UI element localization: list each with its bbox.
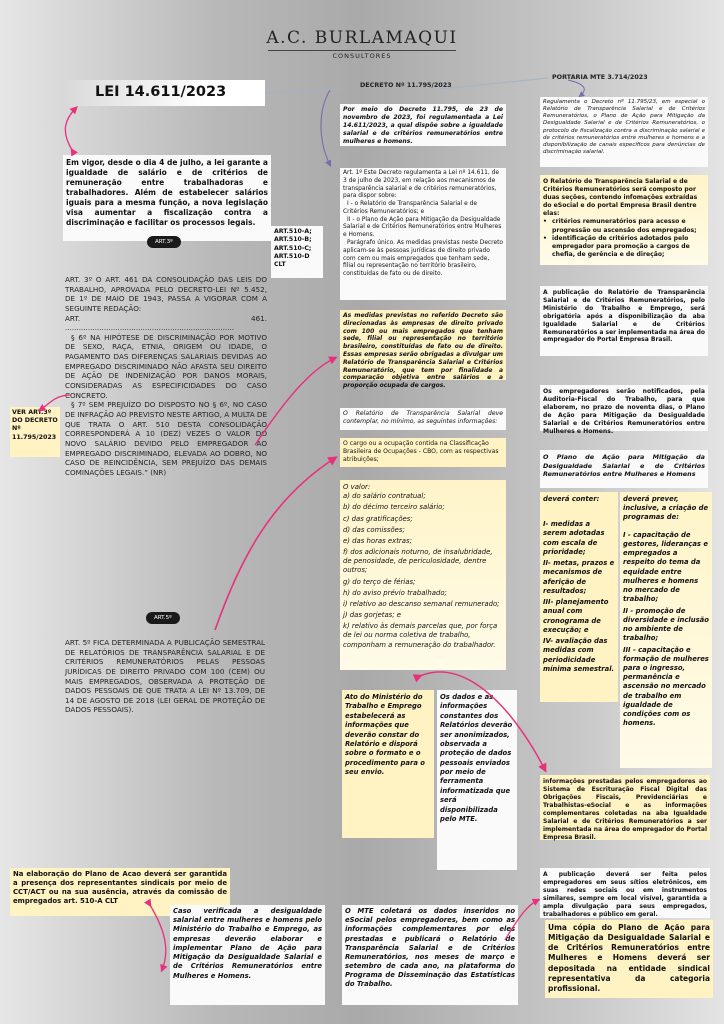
art3-text: ART. 3º O ART. 461 DA CONSOLIDAÇÃO DAS LEIS DO TRABALHO, APROVADA PELO DECRETO-LEI Nº 5.452, DE 1º DE MAIO DE 1943, PASSA A VIGORAR COM A SEGUINTE REDAÇÃO: ART. 461. .......................................................................... § 6º NA HIPÓTESE DE DISCRIMINAÇÃO POR MOTIVO DE SEXO, RAÇA, ETNIA, ORIGEM OU IDADE, O PAGAMENTO DAS DIFERENÇAS SALARIAIS DEVIDAS AO EMPREGADO DISCRIMINADO NÃO AFASTA SEU DIREITO DE AÇÃO DE INDENIZAÇÃO POR DANOS MORAIS, CONSIDERADAS AS ESPECIFICIDADES DO CASO CONCRETO. § 7º SEM PREJUÍZO DO DISPOSTO NO § 6º, NO CASO DE INFRAÇÃO AO PREVISTO NESTE ARTIGO, A MULTA DE QUE TRATA O ART. 510 DESTA CONSOLIDAÇÃO CORRESPONDERÁ A 10 (DEZ) VEZES O VALOR DO NOVO SALÁRIO DEVIDO PELO EMPREGADOR AO EMPREGADO DISCRIMINADO, ELEVADA AO DOBRO, NO CASO DE REINCIDÊNCIA, SEM PREJUÍZO DAS DEMAIS COMINAÇÕES LEGAIS.” (NR) — [65, 275, 267, 477]
dados-anonimizados: Os dados e as informações constantes dos Relatórios deverão ser anonimizados, observada a proteção de dados pessoais enviados por meio de ferramenta informatizada que será disponibilizada pelo MTE. — [437, 690, 517, 870]
valor-item: k) relativo às demais parcelas que, por força de lei ou norma coletiva de trabalho, componham a remuneração do trabalhador. — [343, 622, 498, 649]
brand-sub: CONSULTORES — [332, 52, 392, 60]
conter-item: I- medidas a serem adotadas com escala de prioridade; — [543, 520, 605, 556]
arrow-decreto-portaria — [440, 78, 548, 89]
valor-item: d) das comissões; — [343, 525, 405, 534]
decreto-header: DECRETO Nº 11.795/2023 — [360, 81, 452, 89]
valor-list — [343, 492, 503, 650]
ver-art3-note: VER ART.3º DO DECRETO Nº 11.795/2023 — [10, 407, 60, 457]
clt-references: ART.510-A; ART.510-B; ART.510-C; ART.510-D CLT — [271, 226, 323, 278]
valor-item: a) do salário contratual; — [343, 492, 426, 501]
arrow-art3-medidas — [255, 358, 335, 445]
decreto-intro: Por meio do Decreto 11.795, de 23 de novembro de 2023, foi regulamentada a Lei 14.611/2023, a qual dispõe sobre a igualdade salarial e de critérios remuneratórios entre mulheres e homens. — [340, 104, 506, 146]
composto-item: • critérios remuneratórios para acesso e progressão ou ascensão dos empregados; — [543, 218, 705, 234]
copia-plano: Uma cópia do Plano de Ação para Mitigação da Desigualdade Salarial e de Critérios Remuneratórios entre Mulheres e Homens deverá ser depositada na entidade sindical representativa da categoria profissional. — [545, 920, 713, 998]
composto-list — [543, 218, 705, 258]
empregadores-notificados: Os empregadores serão notificados, pela Auditoria-Fiscal do Trabalho, para que elaborem, no prazo de noventa dias, o Plano de Ação para Mitigação da Desigualdade Salarial e de Critérios Remuneratórios entre Mulheres e Homens. — [540, 385, 708, 431]
relatorio-contemplar: O Relatório de Transparência Salarial deve contemplar, no mínimo, as seguintes informações: — [340, 408, 506, 430]
conter-item: III- planejamento anual com cronograma de execução; e — [543, 598, 609, 634]
prever-list — [623, 531, 709, 729]
portaria-intro: Regulamenta o Decreto nº 11.795/23, em especial o Relatório de Transparência Salarial e de Critérios Remuneratórios, o Plano de Ação para Mitigação da Desigualdade Salarial e de Critérios Remuneratórios, o protocolo de fiscalização contra a discriminação salarial e de critérios remuneratórios entre mulheres e homens e a disponibilização de canais específicos para denúncias de discriminação salarial. — [540, 97, 708, 167]
valor-item: c) das gratificações; — [343, 514, 413, 523]
caso-verificada: Caso verificada a desigualdade salarial entre mulheres e homens pelo Ministério do Trabalho e Emprego, as empresas deverão elaborar e implementar Plano de Ação para Mitigação da Desigualdade Salarial e de Critérios Remuneratórios entre Mulheres e Homens. — [170, 905, 325, 1005]
lei-intro: Em vigor, desde o dia 4 de julho, a lei garante a igualdade de salário e de critérios de remuneração entre trabalhadoras e trabalhadores. Além de estabelecer salários iguais para a mesma função, a nova legislação visa aumentar a fiscalização contra a discriminação e facilitar os processos legais. — [63, 155, 271, 241]
medidas-note: As medidas previstas no referido Decreto são direcionadas às empresas de direito privado com 100 ou mais empregados que tenham sede, filial ou representação no território brasileiro, constituídas de fato ou de direito. Essas empresas serão obrigadas a divulgar um Relatório de Transparência Salarial e Critérios Remuneratório, que tem por finalidade a comparação objetiva entre salários e a proporção ocupada de cargos. — [340, 310, 506, 380]
cargo-box: O cargo ou a ocupação contida na Classificação Brasileira de Ocupações - CBO, com as respectivas atribuições; — [340, 438, 506, 467]
arrow-decreto-down — [321, 90, 330, 165]
art5-badge: ART.5º — [146, 612, 180, 624]
valor-item: g) do terço de férias; — [343, 577, 416, 586]
informacoes-prestadas: informações prestadas pelos empregadores ao Sistema de Escrituração Fiscal Digital das Obrigações Fiscais, Previdenciárias e Trabalhistas-eSocial e as informações complementares coletadas na aba Igualdade Salarial e de Critérios Remuneratórios a ser implementada na área do empregador do Portal Empresa Brasil. — [540, 775, 710, 840]
prever-item: III - capacitação e formação de mulheres para o ingresso, permanência e ascensão no mercado de trabalho em igualdade de condições com os homens. — [623, 645, 709, 728]
portaria-composto: O Relatório de Transparência Salarial e de Critérios Remuneratórios será composto por duas seções, contendo infomações extraídas do eSocial e do portal Empresa Brasil dentre elas: • critérios remuneratórios para acesso e progressão ou ascensão dos empregados; • identificação de critérios adotados pelo empregador para promoção a cargos de chefia, de gerência e de direção; — [540, 175, 708, 265]
conter-list — [543, 520, 615, 674]
prever-item: II - promoção de diversidade e inclusão no ambiente de trabalho; — [623, 606, 709, 643]
arrow-portaria-down — [568, 80, 584, 96]
brand-logo — [250, 28, 474, 60]
valor-item: e) das horas extras; — [343, 536, 412, 545]
arrow-title-intro — [65, 108, 76, 150]
conter-item: IV- avaliação das medidas com periodicidade mínima semestral. — [543, 637, 615, 673]
publicacao-relatorio: A publicação do Relatório de Transparência Salarial e de Critérios Remuneratórios, pelo Ministério do Trabalho e Emprego, será obrigatória após a disponibilização da aba Igualdade Salarial e de Critérios Remuneratórios a ser implementada na área do empregador do Portal Empresa Brasil. — [540, 286, 708, 356]
mte-coletara: O MTE coletará os dados inseridos no eSocial pelos empregadores, bem como as informações complementares por eles prestadas e publicará o Relatório de Transparência Salarial e de Critérios Remuneratórios, nos meses de março e setembro de cada ano, na plataforma do Programa de Disseminação das Estatísticas do Trabalho. — [342, 905, 518, 1005]
art5-text: ART. 5º FICA DETERMINADA A PUBLICAÇÃO SEMESTRAL DE RELATÓRIOS DE TRANSPARÊNCIA SALARIAL E DE CRITÉRIOS REMUNERATÓRIOS PELAS PESSOAS JURÍDICAS DE DIREITO PRIVADO COM 100 (CEM) OU MAIS EMPREGADOS, OBSERVADA A PROTEÇÃO DE DADOS PESSOAIS DE QUE TRATA A LEI Nº 13.709, DE 14 DE AGOSTO DE 2018 (LEI GERAL DE PROTEÇÃO DE DADOS PESSOAIS). — [65, 638, 265, 715]
composto-item: • identificação de critérios adotados pelo empregador para promoção a cargos de chefia, de gerência e de direção; — [543, 235, 705, 259]
devera-prever: deverá prever, inclusive, a criação de programas de: I - capacitação de gestores, lideranças e empregados a respeito do tema da equidade entre mulheres e homens no mercado de trabalho; II - promoção de diversidade e inclusão no ambiente de trabalho; III - capacitação e formação de mulheres para o ingresso, permanência e ascensão no mercado de trabalho em igualdade de condições com os homens. — [620, 492, 712, 768]
ato-ministerio: Ato do Ministério do Trabalho e Emprego estabelecerá as informações que deverão constar do Relatório e disporá sobre o formato e o procedimento para o seu envio. — [342, 690, 434, 838]
valor-item: f) dos adicionais noturno, de insalubridade, de penosidade, de periculosidade, dentre outros; — [343, 548, 493, 575]
brand-underline — [268, 50, 456, 51]
valor-item: h) do aviso prévio trabalhado; — [343, 588, 447, 597]
arrow-title-decreto — [265, 89, 340, 93]
plano-acao-head: O Plano de Ação para Mitigação da Desigualdade Salarial e de Critérios Remuneratórios entre Mulheres e Homens — [540, 450, 708, 488]
conter-item: II- metas, prazos e mecanismos de aferição de resultados; — [543, 559, 615, 595]
portaria-header: PORTARIA MTE 3.714/2023 — [552, 73, 648, 81]
plano-sindical-note: Na elaboração do Plano de Acao deverá ser garantida a presença dos representantes sindicais por meio de CCT/ACT ou na sua ausência, através da comissão de empregados art. 510-A CLT — [10, 868, 230, 916]
devera-conter: deverá conter: I- medidas a serem adotadas com escala de prioridade; II- metas, prazos e mecanismos de aferição de resultados; III- planejamento anual com cronograma de execução; e IV- avaliação das medidas com periodicidade mínima semestral. — [540, 492, 618, 702]
publicacao-sitios: A publicação deverá ser feita pelos empregadores em seus sítios eletrônicos, em suas redes sociais ou em instrumentos similares, sempre em local visível, garantida a ampla divulgação para seus empregados, trabalhadores e público em geral. — [540, 868, 710, 918]
art3-badge: ART.3º — [147, 236, 181, 248]
valor-item: i) relativo ao descanso semanal remunerado; — [343, 599, 500, 608]
valor-item: b) do décimo terceiro salário; — [343, 503, 445, 512]
page-title: LEI 14.611/2023 — [63, 80, 265, 106]
valor-item: j) das gorjetas; e — [343, 611, 402, 620]
brand-name: A.C. BURLAMAQUI — [266, 28, 458, 48]
valor-box: O valor: a) do salário contratual; b) do décimo terceiro salário; c) das gratificações; d) das comissões; e) das horas extras; f) dos adicionais noturno, de insalubridade, de penosidade, de periculosidade, dentre outros; g) do terço de férias; h) do aviso prévio trabalhado; i) relativo ao descanso semanal remunerado; j) das gorjetas; e k) relativo às demais parcelas que, por força de lei ou norma coletiva de trabalho, componham a remuneração do trabalhador. — [340, 480, 506, 670]
prever-item: I - capacitação de gestores, lideranças e empregados a respeito do tema da equidade entre mulheres e homens no mercado de trabalho; — [623, 530, 708, 604]
decreto-art1: Art. 1º Este Decreto regulamenta a Lei nº 14.611, de 3 de julho de 2023, em relação aos mecanismos de transparência salarial e de critérios remuneratórios, para dispor sobre: I - o Relatório de Transparência Salarial e de Critérios Remuneratórios; e II - o Plano de Ação para Mitigação da Desigualdade Salarial e de Critérios Remuneratórios entre Mulheres e Homens. Parágrafo único. As medidas previstas neste Decreto aplicam-se às pessoas jurídicas de direito privado com cem ou mais empregados que tenham sede, filial ou representação no território brasileiro, constituídas de fato ou de direito. — [340, 168, 506, 300]
